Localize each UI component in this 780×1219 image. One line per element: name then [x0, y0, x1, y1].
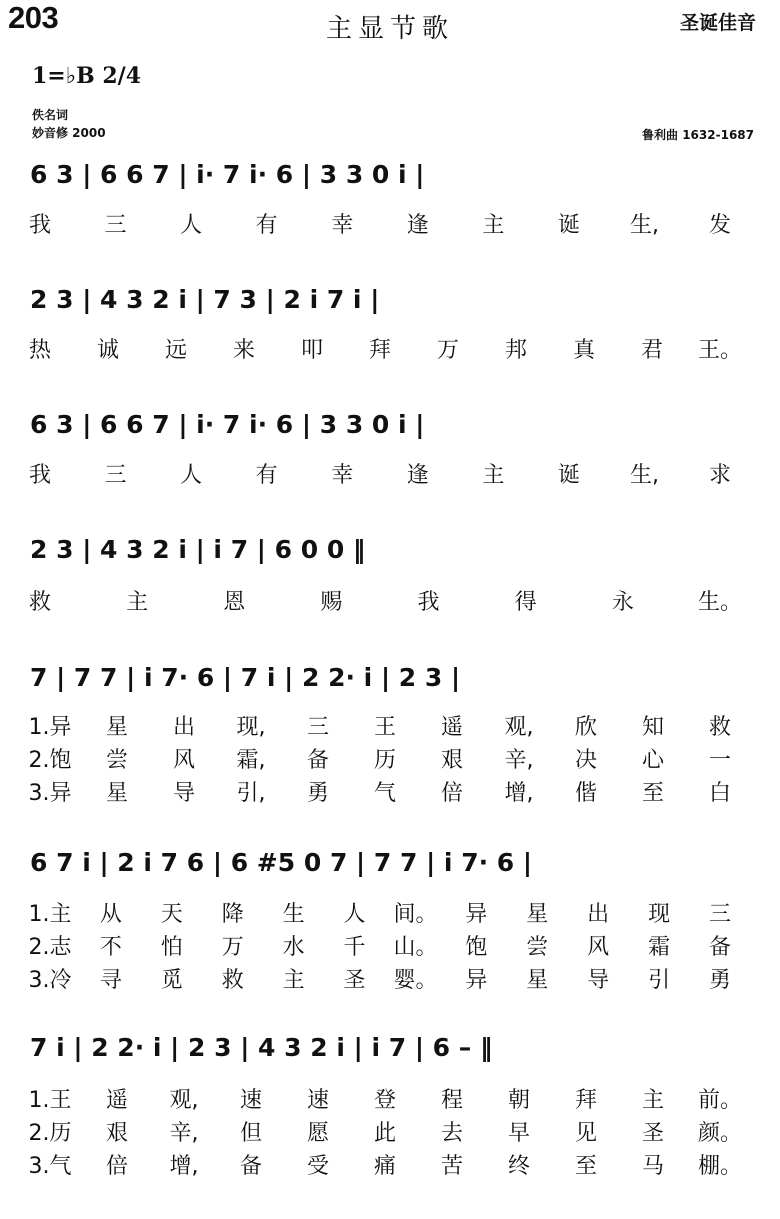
lyric-syllable: 生, [629, 463, 659, 488]
lyric-syllable: 我 [28, 463, 52, 488]
lyric-syllable: 求 [708, 463, 732, 488]
lyric-syllable: 速 [239, 1088, 263, 1113]
lyric-syllable: 人 [180, 213, 203, 238]
lyric-syllable: 怕 [160, 935, 183, 960]
lyric-syllable: 逢 [406, 463, 429, 488]
lyric-syllable: 救 [708, 715, 732, 740]
lyric-syllable: 欣 [574, 715, 598, 740]
lyric-syllable: 人 [343, 902, 366, 927]
lyric-syllable: 见 [574, 1121, 598, 1146]
lyric-syllable: 遥 [440, 715, 464, 740]
key-signature: 1=♭B 2/4 [32, 63, 142, 89]
lyric-syllable: 白 [708, 781, 732, 806]
lyric-syllable: 勇 [708, 968, 732, 993]
lyric-syllable: 心 [641, 748, 665, 773]
lyric-syllable: 艰 [105, 1121, 129, 1146]
lyric-syllable: 万 [221, 935, 244, 960]
lyric-syllable: 诚 [96, 338, 120, 363]
lyric-syllable: 水 [282, 935, 305, 960]
lyric-syllable: 引 [648, 968, 671, 993]
lyric-syllable: 勇 [306, 781, 330, 806]
lyric-syllable: 异 [465, 902, 488, 927]
lyric-syllable: 去 [440, 1121, 464, 1146]
lyric-syllable: 圣 [641, 1121, 665, 1146]
lyric-syllable: 至 [574, 1154, 598, 1179]
lyric-syllable: 星 [526, 968, 549, 993]
lyric-syllable: 人 [180, 463, 203, 488]
lyric-syllable: 天 [160, 902, 183, 927]
lyric-syllable: 我 [417, 590, 440, 615]
lyric-syllable: 发 [708, 213, 732, 238]
lyric-syllable: 辛, [169, 1121, 199, 1146]
lyric-syllable: 万 [436, 338, 460, 363]
lyric-syllable: 生 [282, 902, 305, 927]
notation-line: 7 i | 2 2· i | 2 3 | 4 3 2 i | i 7 | 6 – ‖ [30, 1033, 493, 1062]
lyric-syllable: 不 [99, 935, 122, 960]
lyric-syllable: 2.饱 [28, 748, 72, 773]
lyric-syllable: 霜, [236, 748, 266, 773]
lyric-syllable: 终 [507, 1154, 531, 1179]
lyric-syllable: 王 [373, 715, 397, 740]
lyric-syllable: 邦 [504, 338, 528, 363]
lyric-syllable: 此 [373, 1121, 397, 1146]
lyric-syllable: 三 [306, 715, 330, 740]
lyric-syllable: 生。 [697, 590, 743, 615]
lyric-syllable: 倍 [440, 781, 464, 806]
lyric-syllable: 恩 [223, 590, 246, 615]
lyric-syllable: 星 [105, 781, 129, 806]
lyric-syllable: 从 [99, 902, 122, 927]
lyric-syllable: 早 [507, 1121, 531, 1146]
lyric-syllable: 君 [640, 338, 664, 363]
lyric-syllable: 三 [104, 213, 127, 238]
lyric-syllable: 前。 [697, 1088, 743, 1113]
notation-line: 6 7 i | 2 i 7 6 | 6 #5 0 7 | 7 7 | i 7· 6 | [30, 848, 533, 877]
lyric-syllable: 王。 [697, 338, 743, 363]
lyric-syllable: 出 [172, 715, 196, 740]
song-title: 主显节歌 [325, 14, 454, 44]
lyric-syllable: 有 [255, 213, 278, 238]
lyric-syllable: 决 [574, 748, 598, 773]
lyric-syllable: 导 [587, 968, 610, 993]
lyric-syllable: 救 [221, 968, 244, 993]
lyric-syllable: 马 [641, 1154, 665, 1179]
lyric-syllable: 知 [641, 715, 665, 740]
lyric-syllable: 拜 [574, 1088, 598, 1113]
lyric-syllable: 2.历 [28, 1121, 72, 1146]
notation-line: 2 3 | 4 3 2 i | 7 3 | 2 i 7 i | [30, 285, 380, 314]
lyric-syllable: 来 [232, 338, 256, 363]
lyric-syllable: 朝 [507, 1088, 531, 1113]
lyric-syllable: 1.主 [28, 902, 72, 927]
lyric-syllable: 观, [169, 1088, 199, 1113]
lyric-syllable: 尝 [105, 748, 129, 773]
lyric-syllable: 备 [239, 1154, 263, 1179]
lyric-syllable: 辛, [504, 748, 534, 773]
lyric-syllable: 导 [172, 781, 196, 806]
lyric-syllable: 幸 [331, 213, 354, 238]
lyric-syllable: 倍 [105, 1154, 129, 1179]
lyric-syllable: 观, [504, 715, 534, 740]
lyric-syllable: 3.异 [28, 781, 72, 806]
arranger: 妙音修 2000 [32, 126, 106, 140]
lyric-syllable: 偕 [574, 781, 598, 806]
lyric-syllable: 棚。 [697, 1154, 743, 1179]
lyric-syllable: 主 [482, 463, 505, 488]
lyric-syllable: 得 [514, 590, 537, 615]
lyric-syllable: 尝 [526, 935, 549, 960]
collection-name: 圣诞佳音 [679, 12, 756, 34]
notation-line: 6 3 | 6 6 7 | i· 7 i· 6 | 3 3 0 i | [30, 160, 425, 189]
lyric-syllable: 霜 [648, 935, 671, 960]
lyric-syllable: 艰 [440, 748, 464, 773]
lyric-syllable: 出 [587, 902, 610, 927]
notation-line: 6 3 | 6 6 7 | i· 7 i· 6 | 3 3 0 i | [30, 410, 425, 439]
lyric-syllable: 赐 [320, 590, 343, 615]
lyric-syllable: 山。 [393, 935, 438, 960]
lyric-syllable: 风 [587, 935, 610, 960]
lyric-syllable: 增, [169, 1154, 199, 1179]
lyric-syllable: 间。 [393, 902, 438, 927]
lyric-syllable: 饱 [465, 935, 488, 960]
lyric-syllable: 远 [164, 338, 188, 363]
lyric-syllable: 降 [221, 902, 244, 927]
lyric-syllable: 现, [236, 715, 266, 740]
notation-line: 2 3 | 4 3 2 i | i 7 | 6 0 0 ‖ [30, 535, 366, 564]
lyric-syllable: 苦 [440, 1154, 464, 1179]
lyric-syllable: 痛 [373, 1154, 397, 1179]
lyric-syllable: 永 [611, 590, 634, 615]
song-number: 203 [8, 0, 59, 35]
lyric-syllable: 叩 [300, 338, 324, 363]
lyric-syllable: 愿 [306, 1121, 330, 1146]
lyric-syllable: 觅 [160, 968, 183, 993]
lyric-syllable: 救 [28, 590, 52, 615]
lyric-syllable: 受 [306, 1154, 330, 1179]
lyric-syllable: 气 [373, 781, 397, 806]
lyric-syllable: 寻 [99, 968, 122, 993]
lyric-syllable: 星 [105, 715, 129, 740]
lyric-syllable: 至 [641, 781, 665, 806]
lyric-syllable: 三 [708, 902, 732, 927]
lyric-syllable: 风 [172, 748, 196, 773]
composer: 鲁利曲 1632-1687 [642, 128, 754, 142]
lyric-syllable: 现 [648, 902, 671, 927]
lyric-syllable: 生, [629, 213, 659, 238]
lyric-syllable: 1.王 [28, 1088, 72, 1113]
notation-line: 7 | 7 7 | i 7· 6 | 7 i | 2 2· i | 2 3 | [30, 663, 461, 692]
lyric-syllable: 1.异 [28, 715, 72, 740]
lyric-syllable: 主 [641, 1088, 665, 1113]
lyric-syllable: 3.气 [28, 1154, 72, 1179]
lyric-syllable: 真 [572, 338, 596, 363]
lyric-syllable: 星 [526, 902, 549, 927]
lyric-syllable: 主 [126, 590, 149, 615]
lyric-syllable: 历 [373, 748, 397, 773]
lyricist: 佚名词 [32, 108, 69, 122]
lyric-syllable: 诞 [557, 463, 580, 488]
lyric-syllable: 引, [236, 781, 266, 806]
lyric-syllable: 圣 [343, 968, 366, 993]
lyric-syllable: 有 [255, 463, 278, 488]
lyric-syllable: 备 [306, 748, 330, 773]
lyric-syllable: 但 [239, 1121, 263, 1146]
lyric-syllable: 主 [282, 968, 305, 993]
lyric-syllable: 遥 [105, 1088, 129, 1113]
lyric-syllable: 拜 [368, 338, 392, 363]
lyric-syllable: 逢 [406, 213, 429, 238]
lyric-syllable: 诞 [557, 213, 580, 238]
lyric-syllable: 增, [504, 781, 534, 806]
lyric-syllable: 颜。 [697, 1121, 743, 1146]
lyric-syllable: 2.志 [28, 935, 72, 960]
lyric-syllable: 热 [28, 338, 52, 363]
lyric-syllable: 主 [482, 213, 505, 238]
lyric-syllable: 备 [708, 935, 732, 960]
lyric-syllable: 登 [373, 1088, 397, 1113]
lyric-syllable: 我 [28, 213, 52, 238]
lyric-syllable: 三 [104, 463, 127, 488]
lyric-syllable: 幸 [331, 463, 354, 488]
lyric-syllable: 异 [465, 968, 488, 993]
lyric-syllable: 千 [343, 935, 366, 960]
lyric-syllable: 程 [440, 1088, 464, 1113]
lyric-syllable: 婴。 [393, 968, 438, 993]
lyric-syllable: 速 [306, 1088, 330, 1113]
lyric-syllable: 一 [708, 748, 732, 773]
lyric-syllable: 3.冷 [28, 968, 72, 993]
